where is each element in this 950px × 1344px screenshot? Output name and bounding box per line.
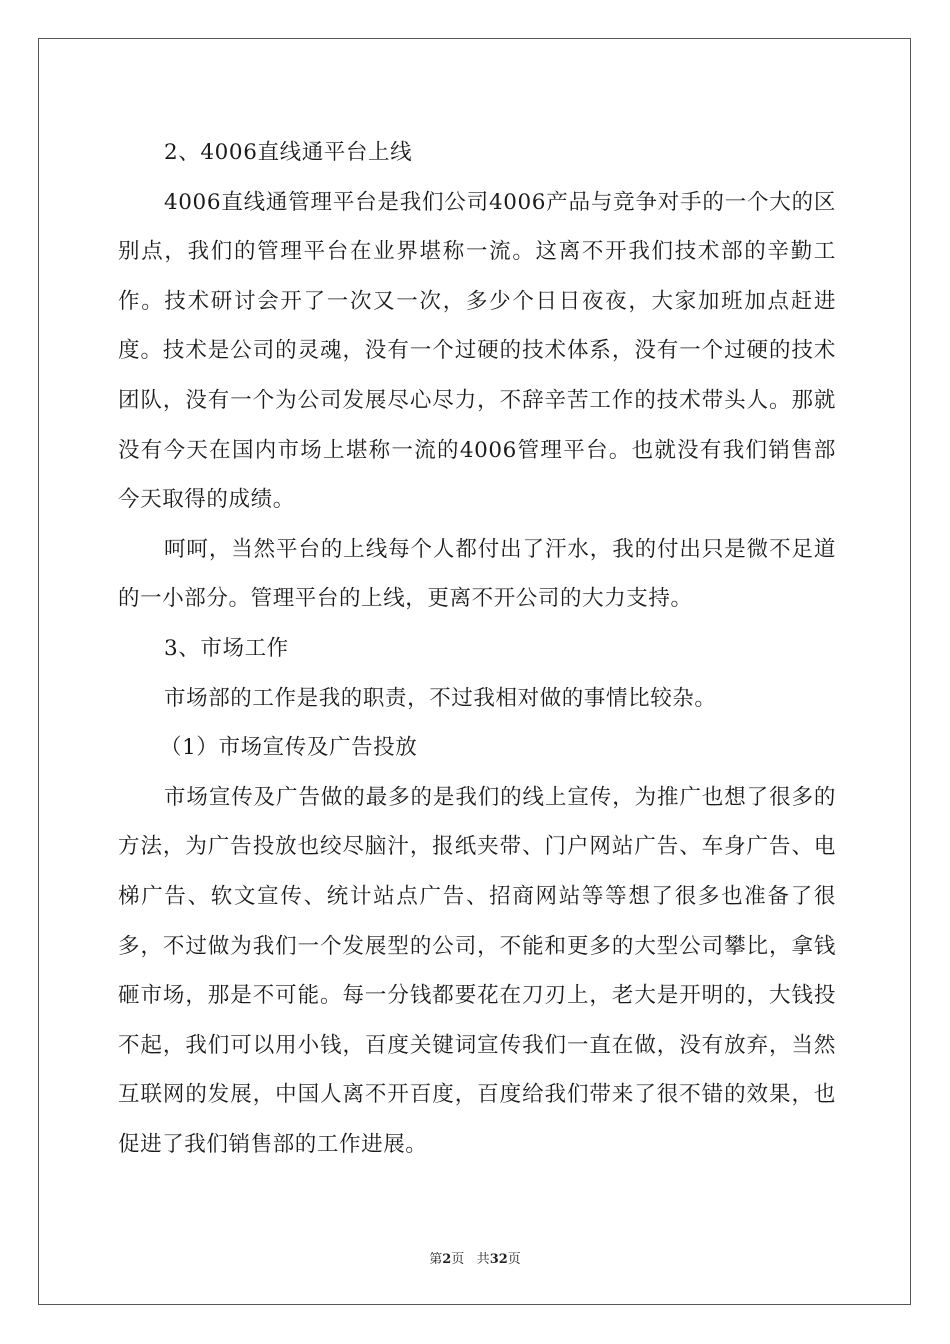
page-prefix: 第 (429, 1252, 443, 1267)
total-suffix: 页 (507, 1252, 521, 1267)
document-body (118, 128, 836, 1169)
paragraph-market-duty: 市场部的工作是我的职责，不过我相对做的事情比较杂。 (164, 685, 717, 711)
page-number: 2 (442, 1252, 452, 1267)
subsection-heading-advertising: （1）市场宣传及广告投放 (160, 735, 418, 761)
paragraph-platform-description: 4006直线通管理平台是我们公司4006产品与竞争对手的一个大的区别点，我们的管理平台在业界堪称一流。这离不开我们技术部的辛勤工作。技术研讨会开了一次又一次，多少个日日夜夜，大家加班加点赶进度。技术是公司的灵魂，没有一个过硬的技术体系，没有一个过硬的技术团队，没有一个为公司发展尽心尽力，不辞辛苦工作的技术带头人。那就没有今天在国内市场上堪称一流的4006管理平台。也就没有我们销售部今天取得的成绩。 (118, 189, 836, 513)
paragraph-advertising: 市场宣传及广告做的最多的是我们的线上宣传，为推广也想了很多的方法，为广告投放也绞尽脑汁，报纸夹带、门户网站广告、车身广告、电梯广告、软文宣传、统计站点广告、招商网站等等想了很多也准备了很多，不过做为我们一个发展型的公司，不能和更多的大型公司攀比，拿钱砸市场，那是不可能。每一分钱都要花在刀刃上，老大是开明的，大钱投不起，我们可以用小钱，百度关键词宣传我们一直在做，没有放弃，当然互联网的发展，中国人离不开百度，百度给我们带来了很不错的效果，也促进了我们销售部的工作进展。 (118, 784, 836, 1157)
paragraph-contribution: 呵呵，当然平台的上线每个人都付出了汗水，我的付出只是微不足道的一小部分。管理平台的上线，更离不开公司的大力支持。 (118, 536, 836, 612)
page-suffix: 页 (451, 1252, 465, 1267)
section-heading-market-work: 3、市场工作 (164, 635, 289, 661)
page-footer (0, 1248, 950, 1267)
total-prefix: 共 (476, 1252, 490, 1267)
section-heading-4006-platform: 2、4006直线通平台上线 (164, 140, 413, 165)
total-pages: 32 (489, 1252, 508, 1267)
